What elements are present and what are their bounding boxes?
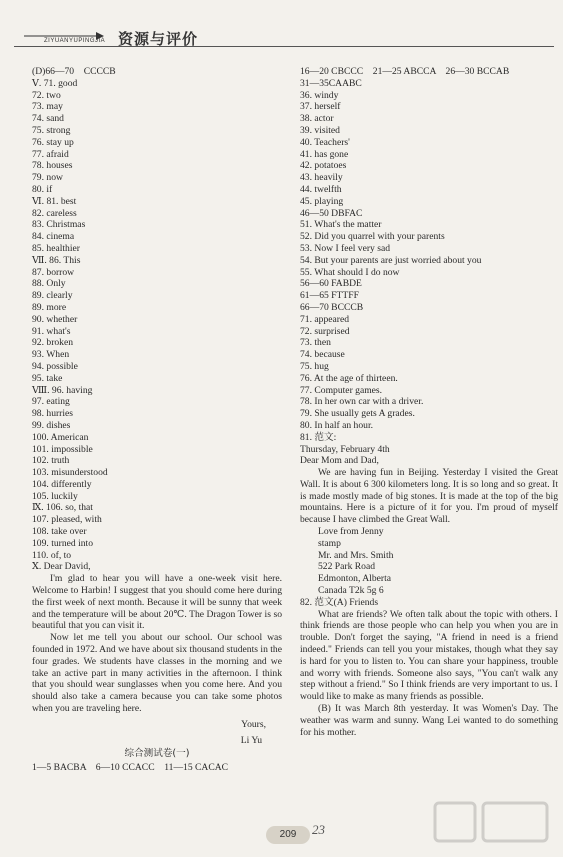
answer-line: 76. stay up [32, 136, 74, 148]
answer-line: 85. healthier [32, 242, 80, 254]
answer-line: 71. appeared [300, 313, 350, 325]
letter-paragraph-right: We are having fun in Beijing. Yesterday I visited the Great Wall. It is about 6 300 kilometers long. It is so long and so great. It is made mostly made of big stones. It is made at the top of the big mountains. Here is a picture of it for you. I'm proud of myself because I have climbed the Great Wall. [300, 467, 558, 526]
answer-line: 93. When [32, 349, 70, 361]
letter-paragraph-2: Now let me tell you about our school. Our school was founded in 1972. And we have about six thousand students in the four grades. We students have classes in the morning and we take an active part in many activities in the afternoon. I think that you should wear sunglasses when you come here. And you should also take a camera because you can take some photos when you are traveling here. [32, 632, 282, 715]
answer-line: 77. Computer games. [300, 384, 383, 396]
answer-line: 36. windy [300, 89, 339, 101]
answer-line: 53. Now I feel very sad [300, 242, 391, 254]
answer-line: 95. take [32, 372, 63, 384]
answer-line: Ⅷ. 96. having [32, 384, 93, 396]
answers-line: 1—5 BACBA 6—10 CCACC 11—15 CACAC [32, 762, 229, 774]
answer-line: 38. actor [300, 113, 334, 125]
section-title: 综合测试卷(一) [124, 748, 190, 760]
answer-line: 82. careless [32, 207, 77, 219]
answer-line: Thursday, February 4th [300, 443, 390, 455]
answer-line: 76. At the age of thirteen. [300, 372, 398, 384]
answer-line: 72. two [32, 89, 61, 101]
answer-line: 83. Christmas [32, 219, 86, 231]
answer-line: 66—70 BCCCB [300, 301, 364, 313]
answer-line: 72. surprised [300, 325, 350, 337]
answer-line: 40. Teachers' [300, 136, 350, 148]
answer-line: 110. of, to [32, 549, 72, 561]
signoff-line: 522 Park Road [318, 561, 376, 573]
page-number: 209 [266, 826, 310, 844]
answer-line: 73. then [300, 337, 331, 349]
answer-line: Ⅹ. Dear David, [32, 561, 91, 573]
answer-line: 91. what's [32, 325, 71, 337]
header-rule [14, 46, 554, 47]
answer-line: 79. She usually gets A grades. [300, 408, 415, 420]
answer-line: 97. eating [32, 396, 70, 408]
answer-line: 89. clearly [32, 290, 73, 302]
answer-line: 88. Only [32, 278, 66, 290]
page-header [14, 24, 554, 52]
answer-line: 92. broken [32, 337, 74, 349]
signoff-line: stamp [318, 537, 341, 549]
watermark-logo-icon [431, 797, 551, 847]
answer-line: 75. strong [32, 124, 71, 136]
answer-line: 104. differently [32, 478, 92, 490]
sample-b-paragraph: What are friends? We often talk about the topic with others. I think friends are those people who can help you when you are in trouble. Don't forget the saying, "A friend in need is a friend indeed." Friends can tell you your mistakes, though what they say is hard for you to listen to. You can share your happiness, trouble and worry with friends. Someone also says, "You can't walk any step without a friend." So I think friends are very important to us. I would like to make as many friends as possible. [300, 608, 558, 703]
answer-line: 31—35CAABC [300, 77, 362, 89]
signoff-line: Mr. and Mrs. Smith [318, 549, 394, 561]
answer-line: 44. twelfth [300, 183, 342, 195]
header-title: 资源与评价 [118, 30, 199, 48]
answer-line: 51. What's the matter [300, 219, 382, 231]
answer-line: 80. if [32, 183, 53, 195]
header-pinyin: ZIYUANYUPINGJIA [44, 38, 106, 44]
answer-line: Dear Mom and Dad, [300, 455, 379, 467]
answer-line: 89. more [32, 301, 67, 313]
signoff-line: Canada T2k 5g 6 [318, 585, 384, 597]
answer-line: 103. misunderstood [32, 467, 108, 479]
answer-line: 46—50 DBFAC [300, 207, 363, 219]
answer-line: 43. heavily [300, 172, 343, 184]
answer-line: 105. luckily [32, 490, 78, 502]
right-column [300, 66, 558, 738]
answer-line: 52. Did you quarrel with your parents [300, 231, 445, 243]
signoff-line: Edmonton, Alberta [318, 573, 392, 585]
answer-line: 90. whether [32, 313, 78, 325]
answer-line: 109. turned into [32, 537, 94, 549]
answer-line: 107. pleased, with [32, 514, 102, 526]
answer-line: 79. now [32, 172, 63, 184]
answer-line: 45. playing [300, 195, 344, 207]
answer-line: 99. dishes [32, 419, 71, 431]
answer-line: 98. hurries [32, 408, 74, 420]
answer-line: 61—65 FTTFF [300, 290, 359, 302]
answer-line: 87. borrow [32, 266, 75, 278]
answer-line: Ⅵ. 81. best [32, 195, 77, 207]
answer-line: 39. visited [300, 124, 340, 136]
answer-line: Ⅸ. 106. so, that [32, 502, 93, 514]
answer-line: 73. may [32, 101, 63, 113]
signoff-line: Love from Jenny [318, 526, 384, 538]
letter-signature: Li Yu [240, 734, 262, 746]
answer-line: 55. What should I do now [300, 266, 400, 278]
answer-line: 81. 范文: [300, 431, 337, 443]
answer-line: 102. truth [32, 455, 70, 467]
answer-line: 77. afraid [32, 148, 69, 160]
answer-line: Ⅶ. 86. This [32, 254, 81, 266]
answer-line: 56—60 FABDE [300, 278, 362, 290]
answer-line: 101. impossible [32, 443, 93, 455]
right-answer-list [300, 66, 558, 467]
hand-mark: 23 [312, 822, 325, 837]
sample-b-title: 82. 范文(A) Friends [300, 596, 379, 608]
answer-line: 74. because [300, 349, 345, 361]
answer-line: 41. has gone [300, 148, 349, 160]
letter-signoff [300, 526, 558, 597]
answer-line: 84. cinema [32, 231, 75, 243]
answer-line: 74. sand [32, 113, 64, 125]
answer-line: 75. hug [300, 360, 329, 372]
answer-line: 108. take over [32, 526, 87, 538]
answer-line: 80. In half an hour. [300, 419, 374, 431]
answer-line: (D)66—70 CCCCB [32, 66, 116, 77]
sample-c-paragraph: (B) It was March 8th yesterday. It was Women's Day. The weather was warm and sunny. Wang Lei wanted to do something for his mother. [300, 703, 558, 738]
answer-line: 54. But your parents are just worried about you [300, 254, 482, 266]
answer-line: 94. possible [32, 360, 78, 372]
answer-line: 78. In her own car with a driver. [300, 396, 424, 408]
left-column [32, 66, 282, 774]
letter-paragraph-1: I'm glad to hear you will have a one-week visit here. Welcome to Harbin! I suggest that you should come here during the first week of next month. Because it will be sunny that week and the temperature will be about 20℃. The Dragon Tower is so beautiful that you can visit it. [32, 573, 282, 632]
answer-line: 78. houses [32, 160, 73, 172]
answer-line: 37. herself [300, 101, 341, 113]
answer-line: 16—20 CBCCC 21—25 ABCCA 26—30 BCCAB [300, 66, 510, 77]
answer-line: 42. potatoes [300, 160, 347, 172]
letter-closing: Yours, [241, 718, 266, 730]
answer-line: 100. American [32, 431, 89, 443]
left-answer-list [32, 66, 282, 573]
answer-line: Ⅴ. 71. good [32, 77, 78, 89]
